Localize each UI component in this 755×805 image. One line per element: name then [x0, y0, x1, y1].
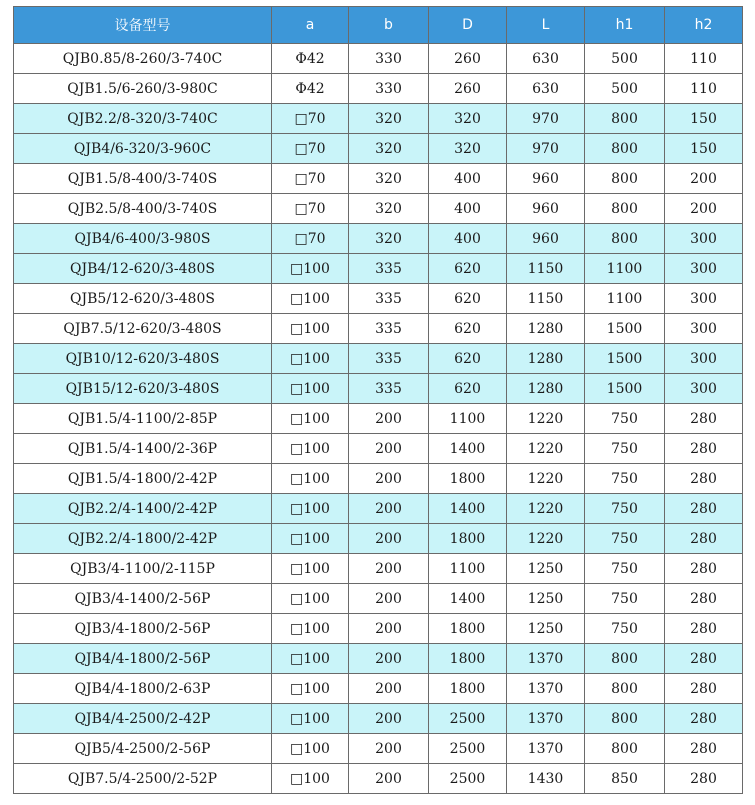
table-row [14, 344, 743, 374]
cell-d: 1800 [429, 674, 507, 704]
table-row [14, 644, 743, 674]
cell-b: 320 [349, 224, 429, 254]
cell-h1: 500 [585, 74, 665, 104]
cell-model: QJB4/6-320/3-960C [14, 134, 272, 164]
cell-h2: 150 [665, 134, 743, 164]
cell-a: □100 [272, 344, 349, 374]
header-b: b [349, 7, 429, 44]
cell-h2: 280 [665, 404, 743, 434]
table-row [14, 104, 743, 134]
cell-l: 1220 [507, 434, 585, 464]
header-model: 设备型号 [14, 7, 272, 44]
cell-a: □70 [272, 164, 349, 194]
cell-h2: 280 [665, 674, 743, 704]
cell-h2: 110 [665, 74, 743, 104]
table-row [14, 764, 743, 794]
cell-d: 620 [429, 284, 507, 314]
header-a: a [272, 7, 349, 44]
cell-h2: 300 [665, 224, 743, 254]
cell-h2: 280 [665, 614, 743, 644]
cell-h2: 300 [665, 344, 743, 374]
cell-d: 400 [429, 164, 507, 194]
table-row [14, 464, 743, 494]
cell-h1: 750 [585, 464, 665, 494]
cell-l: 1430 [507, 764, 585, 794]
cell-h1: 800 [585, 674, 665, 704]
cell-h2: 200 [665, 164, 743, 194]
cell-b: 330 [349, 44, 429, 74]
table-row [14, 524, 743, 554]
cell-d: 1800 [429, 614, 507, 644]
cell-h2: 280 [665, 764, 743, 794]
cell-l: 970 [507, 134, 585, 164]
cell-h2: 280 [665, 524, 743, 554]
cell-a: □100 [272, 554, 349, 584]
cell-model: QJB4/12-620/3-480S [14, 254, 272, 284]
cell-h1: 1500 [585, 314, 665, 344]
cell-model: QJB0.85/8-260/3-740C [14, 44, 272, 74]
cell-b: 335 [349, 284, 429, 314]
cell-a: □100 [272, 584, 349, 614]
cell-d: 1100 [429, 554, 507, 584]
table-row [14, 614, 743, 644]
cell-b: 335 [349, 314, 429, 344]
cell-a: □100 [272, 434, 349, 464]
cell-a: Φ42 [272, 44, 349, 74]
cell-l: 1280 [507, 344, 585, 374]
cell-a: □100 [272, 674, 349, 704]
cell-l: 1250 [507, 584, 585, 614]
cell-b: 335 [349, 254, 429, 284]
cell-a: □100 [272, 524, 349, 554]
cell-l: 960 [507, 194, 585, 224]
table-row [14, 374, 743, 404]
cell-model: QJB3/4-1400/2-56P [14, 584, 272, 614]
cell-d: 620 [429, 254, 507, 284]
header-h2: h2 [665, 7, 743, 44]
cell-h2: 300 [665, 284, 743, 314]
header-D: D [429, 7, 507, 44]
cell-b: 200 [349, 494, 429, 524]
table-row [14, 674, 743, 704]
cell-h2: 300 [665, 314, 743, 344]
cell-a: □100 [272, 374, 349, 404]
cell-model: QJB3/4-1800/2-56P [14, 614, 272, 644]
cell-l: 1220 [507, 524, 585, 554]
table-body [14, 44, 743, 794]
cell-b: 335 [349, 374, 429, 404]
cell-l: 1280 [507, 314, 585, 344]
cell-a: □70 [272, 134, 349, 164]
cell-a: □70 [272, 194, 349, 224]
cell-model: QJB1.5/4-1800/2-42P [14, 464, 272, 494]
cell-a: Φ42 [272, 74, 349, 104]
cell-d: 1400 [429, 494, 507, 524]
table-row [14, 434, 743, 464]
cell-model: QJB2.2/8-320/3-740C [14, 104, 272, 134]
cell-a: □100 [272, 314, 349, 344]
cell-model: QJB4/4-1800/2-63P [14, 674, 272, 704]
cell-d: 2500 [429, 734, 507, 764]
cell-h2: 280 [665, 464, 743, 494]
cell-h2: 280 [665, 584, 743, 614]
cell-h2: 280 [665, 494, 743, 524]
cell-h2: 300 [665, 374, 743, 404]
cell-model: QJB2.2/4-1800/2-42P [14, 524, 272, 554]
cell-h1: 500 [585, 44, 665, 74]
cell-h1: 750 [585, 584, 665, 614]
cell-model: QJB7.5/12-620/3-480S [14, 314, 272, 344]
cell-b: 200 [349, 614, 429, 644]
cell-model: QJB1.5/6-260/3-980C [14, 74, 272, 104]
table-row [14, 314, 743, 344]
cell-a: □70 [272, 224, 349, 254]
cell-model: QJB3/4-1100/2-115P [14, 554, 272, 584]
table-row [14, 554, 743, 584]
cell-b: 200 [349, 434, 429, 464]
cell-h2: 280 [665, 554, 743, 584]
table-row [14, 134, 743, 164]
cell-h1: 1100 [585, 284, 665, 314]
cell-d: 1400 [429, 434, 507, 464]
cell-h1: 1500 [585, 374, 665, 404]
cell-h1: 800 [585, 104, 665, 134]
cell-model: QJB1.5/8-400/3-740S [14, 164, 272, 194]
header-h1: h1 [585, 7, 665, 44]
cell-l: 970 [507, 104, 585, 134]
cell-a: □100 [272, 614, 349, 644]
cell-h2: 280 [665, 644, 743, 674]
cell-a: □100 [272, 404, 349, 434]
cell-d: 1400 [429, 584, 507, 614]
table-row [14, 194, 743, 224]
cell-d: 320 [429, 134, 507, 164]
cell-l: 1250 [507, 614, 585, 644]
cell-a: □100 [272, 644, 349, 674]
cell-l: 1220 [507, 404, 585, 434]
cell-l: 630 [507, 44, 585, 74]
cell-h2: 300 [665, 254, 743, 284]
cell-h1: 750 [585, 494, 665, 524]
cell-h1: 750 [585, 614, 665, 644]
cell-b: 200 [349, 764, 429, 794]
cell-a: □100 [272, 764, 349, 794]
cell-b: 200 [349, 554, 429, 584]
cell-model: QJB4/4-1800/2-56P [14, 644, 272, 674]
cell-l: 1220 [507, 464, 585, 494]
cell-b: 200 [349, 404, 429, 434]
cell-b: 330 [349, 74, 429, 104]
cell-b: 320 [349, 134, 429, 164]
table-row [14, 224, 743, 254]
cell-b: 320 [349, 164, 429, 194]
cell-a: □100 [272, 704, 349, 734]
table-row [14, 74, 743, 104]
cell-d: 620 [429, 314, 507, 344]
cell-b: 335 [349, 344, 429, 374]
cell-h1: 750 [585, 404, 665, 434]
cell-b: 200 [349, 734, 429, 764]
cell-l: 1150 [507, 254, 585, 284]
cell-a: □100 [272, 464, 349, 494]
cell-h1: 1100 [585, 254, 665, 284]
cell-h1: 800 [585, 704, 665, 734]
cell-h1: 800 [585, 134, 665, 164]
cell-h2: 280 [665, 704, 743, 734]
cell-model: QJB5/12-620/3-480S [14, 284, 272, 314]
table-row [14, 494, 743, 524]
cell-h2: 110 [665, 44, 743, 74]
header-row [14, 7, 743, 44]
table-row [14, 164, 743, 194]
cell-d: 260 [429, 74, 507, 104]
cell-d: 1800 [429, 524, 507, 554]
cell-model: QJB2.2/4-1400/2-42P [14, 494, 272, 524]
cell-model: QJB4/6-400/3-980S [14, 224, 272, 254]
cell-l: 1250 [507, 554, 585, 584]
cell-h1: 750 [585, 434, 665, 464]
cell-b: 320 [349, 104, 429, 134]
table-row [14, 254, 743, 284]
cell-h2: 280 [665, 434, 743, 464]
cell-a: □100 [272, 734, 349, 764]
cell-l: 960 [507, 224, 585, 254]
cell-model: QJB4/4-2500/2-42P [14, 704, 272, 734]
pump-spec-table [13, 6, 743, 794]
cell-h1: 750 [585, 554, 665, 584]
cell-a: □100 [272, 494, 349, 524]
cell-model: QJB2.5/8-400/3-740S [14, 194, 272, 224]
cell-b: 200 [349, 674, 429, 704]
cell-l: 1370 [507, 674, 585, 704]
cell-b: 200 [349, 524, 429, 554]
cell-a: □100 [272, 284, 349, 314]
cell-b: 200 [349, 584, 429, 614]
cell-l: 1280 [507, 374, 585, 404]
cell-d: 1800 [429, 464, 507, 494]
cell-model: QJB15/12-620/3-480S [14, 374, 272, 404]
cell-d: 320 [429, 104, 507, 134]
cell-h1: 800 [585, 644, 665, 674]
cell-l: 1370 [507, 644, 585, 674]
cell-h1: 800 [585, 224, 665, 254]
cell-d: 400 [429, 194, 507, 224]
cell-l: 1370 [507, 704, 585, 734]
cell-h1: 850 [585, 764, 665, 794]
cell-model: QJB1.5/4-1400/2-36P [14, 434, 272, 464]
cell-d: 2500 [429, 764, 507, 794]
cell-h2: 200 [665, 194, 743, 224]
cell-h2: 150 [665, 104, 743, 134]
cell-d: 2500 [429, 704, 507, 734]
table-row [14, 44, 743, 74]
cell-b: 200 [349, 704, 429, 734]
cell-b: 320 [349, 194, 429, 224]
cell-b: 200 [349, 644, 429, 674]
table-row [14, 284, 743, 314]
cell-d: 260 [429, 44, 507, 74]
cell-h2: 280 [665, 734, 743, 764]
cell-d: 1100 [429, 404, 507, 434]
cell-h1: 800 [585, 194, 665, 224]
cell-l: 1220 [507, 494, 585, 524]
cell-model: QJB5/4-2500/2-56P [14, 734, 272, 764]
cell-b: 200 [349, 464, 429, 494]
cell-h1: 800 [585, 734, 665, 764]
cell-l: 1370 [507, 734, 585, 764]
cell-h1: 750 [585, 524, 665, 554]
table-row [14, 704, 743, 734]
cell-model: QJB10/12-620/3-480S [14, 344, 272, 374]
cell-h1: 800 [585, 164, 665, 194]
cell-d: 1800 [429, 644, 507, 674]
cell-d: 620 [429, 344, 507, 374]
cell-model: QJB1.5/4-1100/2-85P [14, 404, 272, 434]
cell-a: □70 [272, 104, 349, 134]
table-row [14, 584, 743, 614]
cell-l: 630 [507, 74, 585, 104]
header-L: L [507, 7, 585, 44]
cell-l: 960 [507, 164, 585, 194]
table-row [14, 404, 743, 434]
cell-l: 1150 [507, 284, 585, 314]
cell-h1: 1500 [585, 344, 665, 374]
cell-a: □100 [272, 254, 349, 284]
cell-d: 400 [429, 224, 507, 254]
cell-d: 620 [429, 374, 507, 404]
table-row [14, 734, 743, 764]
cell-model: QJB7.5/4-2500/2-52P [14, 764, 272, 794]
